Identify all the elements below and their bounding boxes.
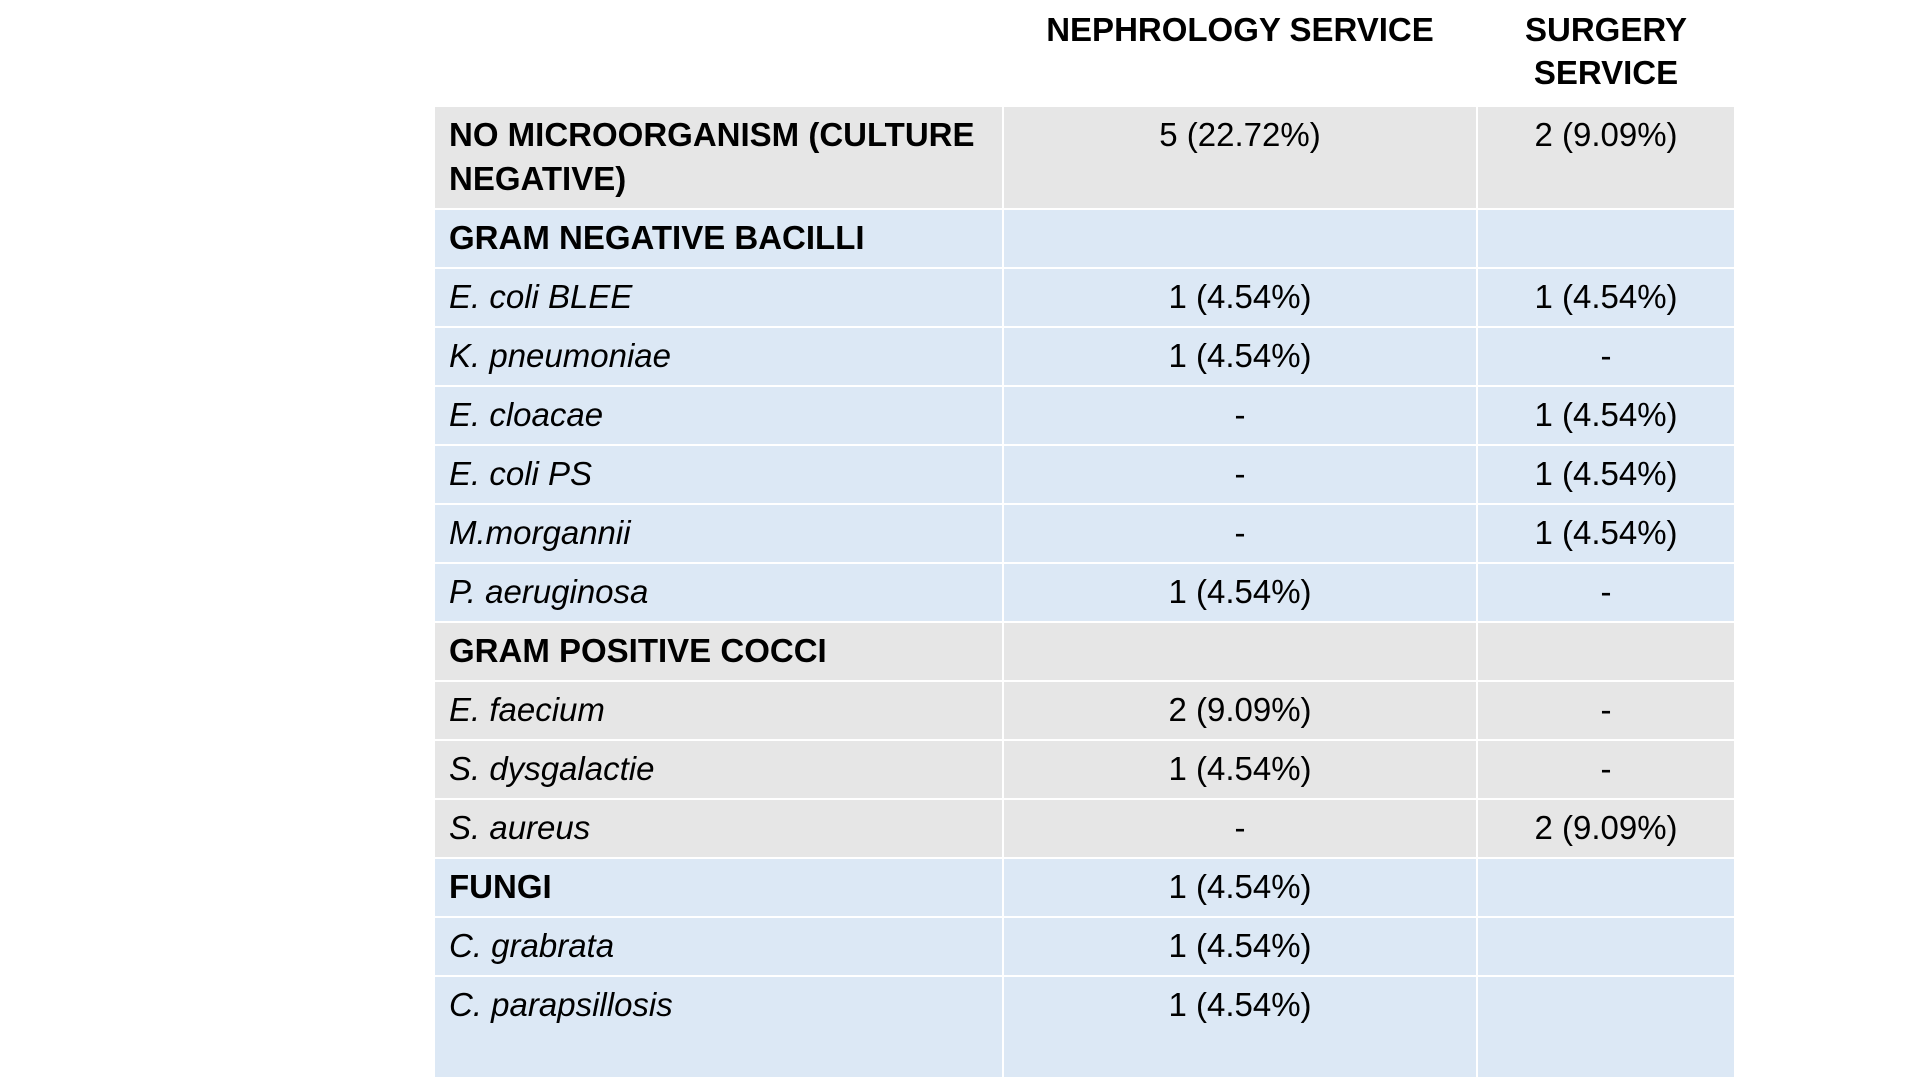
table-row — [435, 858, 1735, 917]
row-label: P. aeruginosa — [435, 563, 1003, 622]
nephrology-value: 1 (4.54%) — [1003, 268, 1477, 327]
nephrology-value: - — [1003, 386, 1477, 445]
row-label: E. coli BLEE — [435, 268, 1003, 327]
table-header-row — [435, 0, 1735, 107]
row-label: GRAM POSITIVE COCCI — [435, 622, 1003, 681]
surgery-value — [1477, 622, 1735, 681]
row-label: K. pneumoniae — [435, 327, 1003, 386]
table-row — [435, 386, 1735, 445]
surgery-value — [1477, 209, 1735, 268]
surgery-value: 1 (4.54%) — [1477, 504, 1735, 563]
table-row — [435, 445, 1735, 504]
row-label: GRAM NEGATIVE BACILLI — [435, 209, 1003, 268]
table-row — [435, 681, 1735, 740]
table-body — [435, 107, 1735, 1078]
row-label: C. grabrata — [435, 917, 1003, 976]
row-label: C. parapsillosis — [435, 976, 1003, 1078]
nephrology-value: 1 (4.54%) — [1003, 976, 1477, 1078]
surgery-value: - — [1477, 563, 1735, 622]
row-label: M.morgannii — [435, 504, 1003, 563]
row-label: FUNGI — [435, 858, 1003, 917]
row-label: S. aureus — [435, 799, 1003, 858]
table-row — [435, 740, 1735, 799]
surgery-value: - — [1477, 740, 1735, 799]
table-row — [435, 917, 1735, 976]
table-row — [435, 563, 1735, 622]
row-label: E. faecium — [435, 681, 1003, 740]
table-row — [435, 268, 1735, 327]
surgery-value — [1477, 858, 1735, 917]
surgery-value: 1 (4.54%) — [1477, 445, 1735, 504]
nephrology-value: 2 (9.09%) — [1003, 681, 1477, 740]
header-blank — [435, 0, 1003, 107]
nephrology-value: 1 (4.54%) — [1003, 858, 1477, 917]
table-row — [435, 504, 1735, 563]
microorganism-table-container — [435, 0, 1735, 1079]
nephrology-value: 1 (4.54%) — [1003, 563, 1477, 622]
surgery-value: 1 (4.54%) — [1477, 386, 1735, 445]
row-label: E. cloacae — [435, 386, 1003, 445]
nephrology-value — [1003, 209, 1477, 268]
nephrology-value: 5 (22.72%) — [1003, 107, 1477, 209]
nephrology-value: - — [1003, 445, 1477, 504]
table-row — [435, 976, 1735, 1078]
row-label: NO MICROORGANISM (CULTURE NEGATIVE) — [435, 107, 1003, 209]
surgery-value: 2 (9.09%) — [1477, 799, 1735, 858]
table-row — [435, 327, 1735, 386]
nephrology-value: 1 (4.54%) — [1003, 327, 1477, 386]
surgery-value: 1 (4.54%) — [1477, 268, 1735, 327]
surgery-value — [1477, 976, 1735, 1078]
surgery-value: - — [1477, 681, 1735, 740]
surgery-value: - — [1477, 327, 1735, 386]
nephrology-value: - — [1003, 799, 1477, 858]
nephrology-value — [1003, 622, 1477, 681]
surgery-value: 2 (9.09%) — [1477, 107, 1735, 209]
surgery-value — [1477, 917, 1735, 976]
microorganism-table — [435, 0, 1736, 1079]
table-row — [435, 622, 1735, 681]
nephrology-value: - — [1003, 504, 1477, 563]
table-row — [435, 799, 1735, 858]
nephrology-value: 1 (4.54%) — [1003, 917, 1477, 976]
row-label: S. dysgalactie — [435, 740, 1003, 799]
table-row — [435, 107, 1735, 209]
row-label: E. coli PS — [435, 445, 1003, 504]
header-nephrology-service: NEPHROLOGY SERVICE — [1003, 0, 1477, 107]
header-surgery-service: SURGERY SERVICE — [1477, 0, 1735, 107]
nephrology-value: 1 (4.54%) — [1003, 740, 1477, 799]
table-row — [435, 209, 1735, 268]
